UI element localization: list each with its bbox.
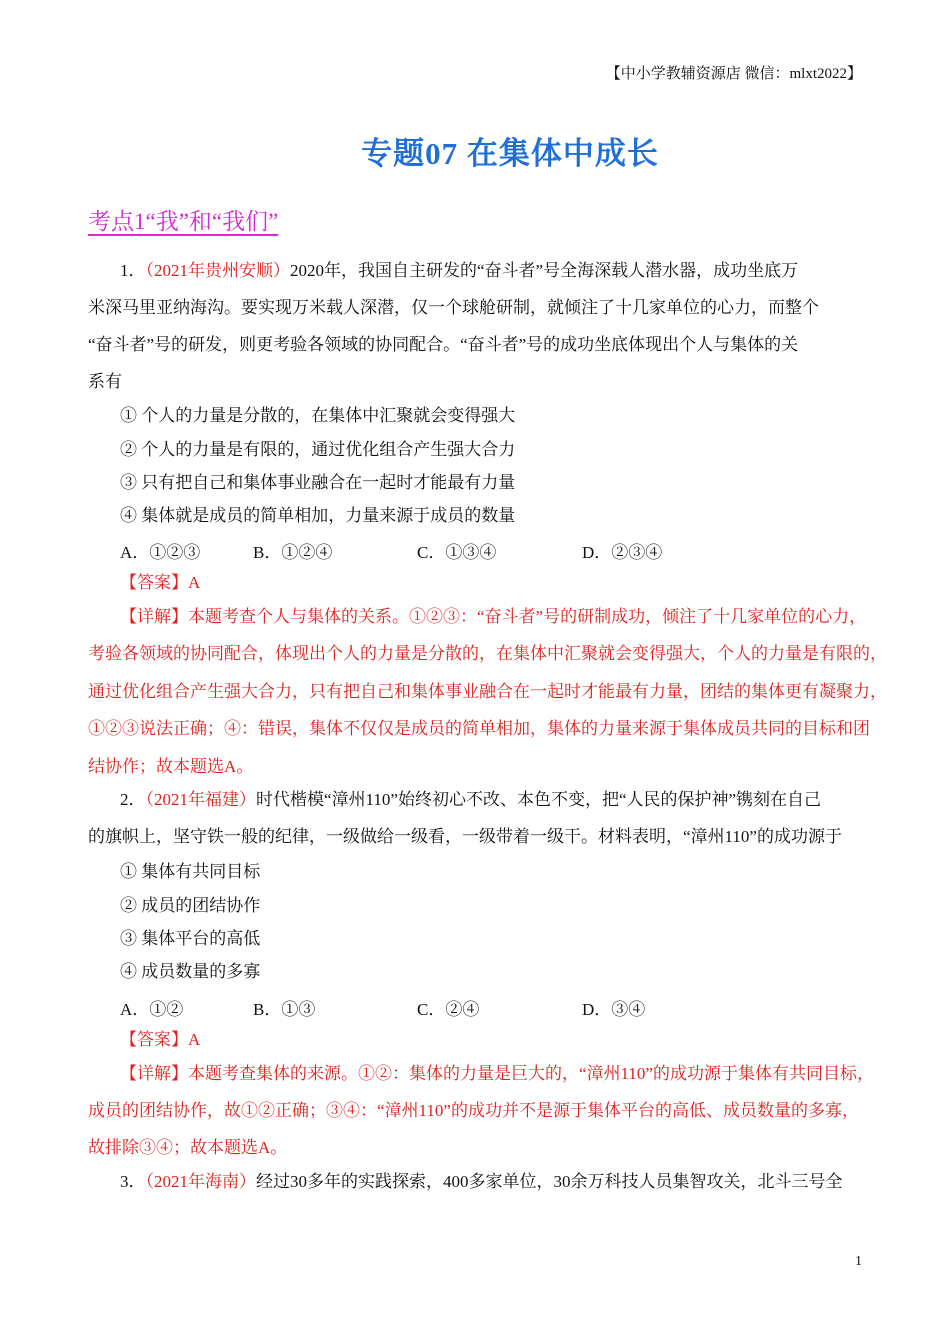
q2-item: ② 成员的团结协作 — [120, 896, 261, 915]
q1-item: ④ 集体就是成员的简单相加，力量来源于成员的数量 — [120, 506, 516, 525]
q1-explain-line: ①②③说法正确；④：错误，集体不仅仅是成员的简单相加，集体的力量来源于集体成员共同的目标和团 — [88, 719, 870, 738]
q2-number: 2． — [120, 790, 146, 809]
q1-option-a: A．①②③ — [120, 543, 201, 562]
q1-explain-line: 结协作；故本题选A。 — [88, 757, 254, 776]
q2-answer: 【答案】A — [120, 1030, 201, 1049]
q1-explain-line: 考验各领域的协同配合，体现出个人的力量是分散的，在集体中汇聚就会变得强大，个人的力量是有限的， — [88, 644, 887, 663]
q1-number: 1． — [120, 261, 146, 280]
q2-explain-line: 成员的团结协作，故①②正确；③④：“漳州110”的成功并不是源于集体平台的高低、成员数量的多寡， — [88, 1101, 859, 1120]
q2-item: ① 集体有共同目标 — [120, 862, 261, 881]
q3-stem-line1: 经过30多年的实践探索，400多家单位，30余万科技人员集智攻关，北斗三号全 — [256, 1172, 843, 1191]
q1-stem-line4: 系有 — [88, 372, 122, 391]
q1-option-d: D．②③④ — [582, 543, 663, 562]
q3-source: （2021年海南） — [145, 1172, 256, 1191]
q1-explain-line: 【详解】本题考查个人与集体的关系。①②③：“奋斗者”号的研制成功，倾注了十几家单位的心力， — [120, 607, 867, 626]
q2-item: ④ 成员数量的多寡 — [120, 962, 261, 981]
q1-stem-line2: 米深马里亚纳海沟。要实现万米载人深潜，仅一个球舱研制，就倾注了十几家单位的心力，而整个 — [88, 298, 819, 317]
q2-option-c: C．②④ — [417, 1000, 480, 1019]
q2-option-a: A．①② — [120, 1000, 184, 1019]
q2-stem — [120, 789, 821, 811]
q1-item: ③ 只有把自己和集体事业融合在一起时才能最有力量 — [120, 473, 516, 492]
q1-stem — [120, 260, 798, 282]
q2-explain-line: 【详解】本题考查集体的来源。①②：集体的力量是巨大的，“漳州110”的成功源于集体有共同目标， — [120, 1064, 874, 1083]
page-number: 1 — [855, 1254, 862, 1269]
page-title: 专题07 在集体中成长 — [361, 136, 659, 171]
q2-option-d: D．③④ — [582, 1000, 646, 1019]
q1-option-c: C．①③④ — [417, 543, 497, 562]
q1-answer: 【答案】A — [120, 573, 201, 592]
q1-stem-line1: 2020年，我国自主研发的“奋斗者”号全海深载人潜水器，成功坐底万 — [290, 261, 799, 280]
q2-explain-line: 故排除③④；故本题选A。 — [88, 1138, 288, 1157]
q2-item: ③ 集体平台的高低 — [120, 929, 261, 948]
q1-stem-line3: “奋斗者”号的研发，则更考验各领域的协同配合。“奋斗者”号的成功坐底体现出个人与集体的关 — [88, 335, 799, 354]
q3-number: 3． — [120, 1172, 146, 1191]
q2-stem-line2: 的旗帜上，坚守铁一般的纪律，一级做给一级看，一级带着一级干。材料表明，“漳州110”的成功源于 — [88, 827, 842, 846]
q2-stem-line1: 时代楷模“漳州110”始终初心不改、本色不变，把“人民的保护神”镌刻在自己 — [256, 790, 822, 809]
q1-source: （2021年贵州安顺） — [145, 261, 290, 280]
q2-source: （2021年福建） — [145, 790, 256, 809]
q1-option-b: B．①②④ — [253, 543, 333, 562]
q2-option-b: B．①③ — [253, 1000, 316, 1019]
q1-item: ① 个人的力量是分散的，在集体中汇聚就会变得强大 — [120, 406, 516, 425]
header-note: 【中小学教辅资源店 微信：mlxt2022】 — [605, 66, 862, 82]
q1-explain-line: 通过优化组合产生强大合力，只有把自己和集体事业融合在一起时才能最有力量，团结的集体更有凝聚力， — [88, 682, 887, 701]
q1-item: ② 个人的力量是有限的，通过优化组合产生强大合力 — [120, 440, 516, 459]
section-title: 考点1“我”和“我们” — [88, 209, 279, 234]
q3-stem — [120, 1171, 843, 1193]
